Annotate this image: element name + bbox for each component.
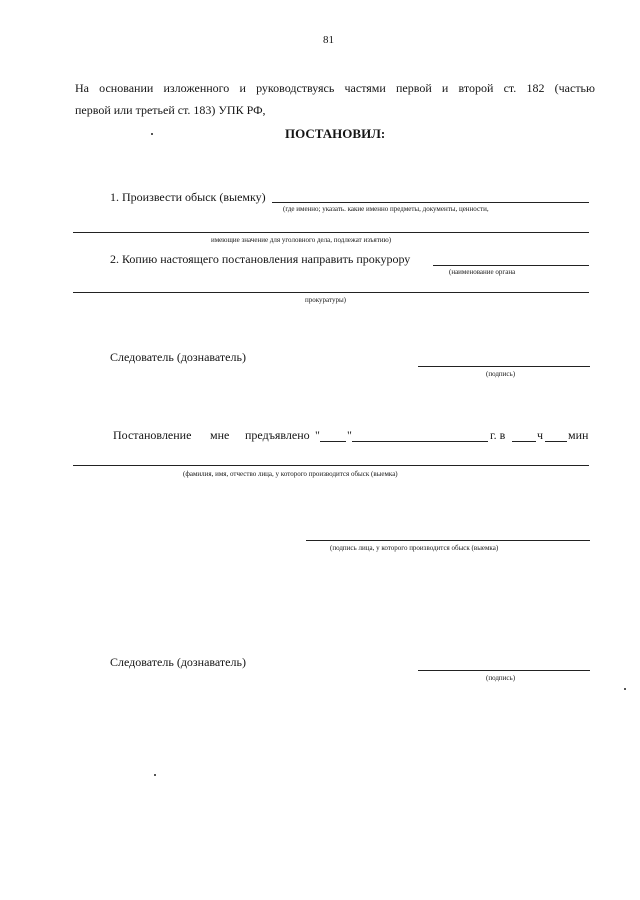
signature-hint-2: (подпись) (486, 674, 516, 682)
intro-line-2: первой или третьей ст. 183) УПК РФ, (75, 103, 266, 117)
announced-word-3: предъявлено (245, 428, 310, 442)
investigator-signature-line-2[interactable] (418, 670, 590, 671)
item-2-blank-line[interactable] (433, 265, 589, 266)
item-1-hint: (где именно; указать. какие именно предметы, документы, ценности, (283, 205, 489, 213)
hour-blank-line[interactable] (512, 441, 536, 442)
item-2-blank-line-2[interactable] (73, 292, 589, 293)
decision-heading: ПОСТАНОВИЛ: (285, 126, 386, 141)
scan-speck (151, 133, 153, 135)
signature-hint: (подпись) (486, 370, 516, 378)
investigator-label-2: Следователь (дознаватель) (110, 655, 246, 669)
item-2-hint: (наименование органа (449, 268, 516, 276)
year-label: г. в (490, 428, 506, 442)
quote-open: " (315, 428, 320, 442)
person-signature-line[interactable] (306, 540, 590, 541)
item-1-blank-line[interactable] (272, 202, 589, 203)
intro-line-1 (75, 77, 595, 99)
month-blank-line[interactable] (352, 441, 488, 442)
announced-word-2: мне (210, 428, 230, 442)
scan-speck (154, 774, 156, 776)
item-1-blank-line-2[interactable] (73, 232, 589, 233)
intro-line-1-text: На основании изложенного и руководствуясь частями первой и второй ст. 182 (частью (75, 81, 595, 95)
item-2-hint-2: прокуратуры) (305, 296, 346, 304)
page-number: 81 (323, 34, 334, 46)
item-1-label: 1. Произвести обыск (выемку) (110, 190, 266, 204)
hour-label: ч (537, 428, 544, 442)
investigator-signature-line[interactable] (418, 366, 590, 367)
day-blank-line[interactable] (320, 441, 346, 442)
minute-blank-line[interactable] (545, 441, 567, 442)
announced-word-1: Постановление (113, 428, 192, 442)
minute-label: мин (568, 428, 589, 442)
fio-hint: (фамилия, имя, отчество лица, у которого производится обыск (выемка) (183, 470, 398, 478)
fio-blank-line[interactable] (73, 465, 589, 466)
item-1-hint-2: имеющие значение для уголовного дела, подлежат изъятию) (211, 236, 392, 244)
item-2-label: 2. Копию настоящего постановления направить прокурору (110, 252, 411, 266)
investigator-label: Следователь (дознаватель) (110, 350, 246, 364)
quote-close: " (347, 428, 352, 442)
person-signature-hint: (подпись лица, у которого производится обыск (выемка) (330, 544, 499, 552)
scan-speck (624, 688, 626, 690)
